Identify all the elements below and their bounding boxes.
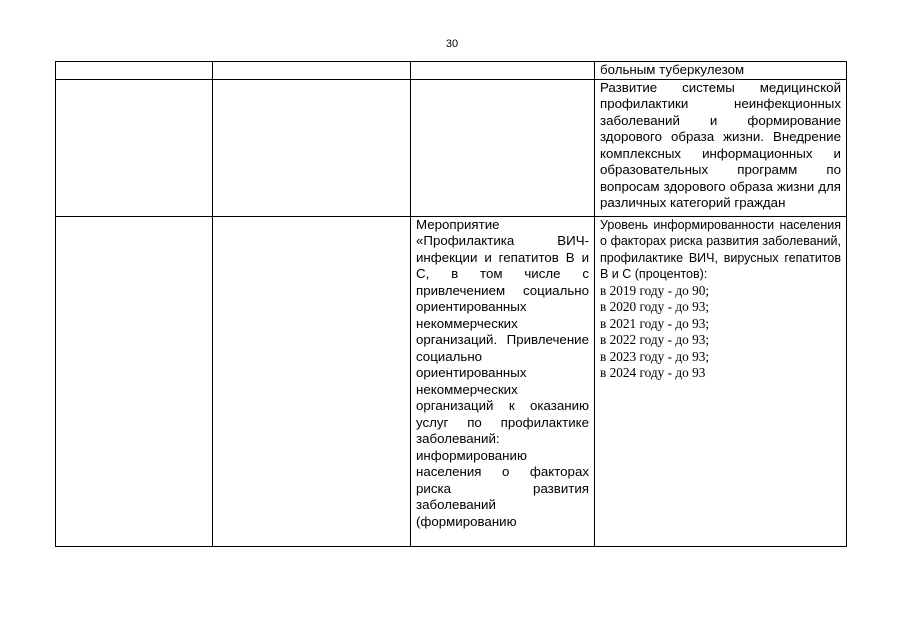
table-row bbox=[56, 79, 847, 216]
list-item: в 2020 году - до 93; bbox=[600, 299, 710, 314]
list-item: в 2021 году - до 93; bbox=[600, 315, 710, 331]
table-cell bbox=[213, 62, 411, 80]
page-number: 30 bbox=[445, 38, 459, 50]
table-row bbox=[56, 62, 847, 80]
document-table bbox=[55, 61, 847, 547]
table-row bbox=[56, 216, 847, 546]
table-cell bbox=[595, 216, 847, 546]
table-cell: больным туберкулезом bbox=[595, 62, 847, 80]
table-cell bbox=[56, 216, 213, 546]
indicator-text: Уровень информированности населения о факторах риска развития заболеваний, профилактике ВИЧ, вирусных гепатитов В и С (процентов): bbox=[600, 217, 841, 281]
list-item: в 2022 году - до 93; bbox=[600, 332, 710, 347]
table-cell bbox=[411, 79, 595, 216]
table-cell bbox=[213, 216, 411, 546]
table-cell bbox=[213, 79, 411, 216]
list-item: в 2023 году - до 93; bbox=[600, 348, 710, 364]
table-cell: Мероприятие «Профилактика ВИЧ-инфекции и гепатитов В и С, в том числе с привлечением социально ориентированных некоммерческих организаций. Привлечение социально ориентированных некоммерческих организаций к оказанию услуг по профилактике заболеваний: информированию населения о факторах риска развития заболеваний (формированию bbox=[411, 216, 595, 546]
table-cell bbox=[411, 62, 595, 80]
table-cell bbox=[56, 79, 213, 216]
table-cell: Развитие системы медицинской профилактики неинфекционных заболеваний и формирование здорового образа жизни. Внедрение комплексных информационных и образовательных программ по вопросам здорового образа жизни для различных категорий граждан bbox=[595, 79, 847, 216]
list-item: в 2019 году - до 90; bbox=[600, 282, 710, 298]
table-cell bbox=[56, 62, 213, 80]
list-item: в 2024 году - до 93 bbox=[600, 365, 706, 380]
